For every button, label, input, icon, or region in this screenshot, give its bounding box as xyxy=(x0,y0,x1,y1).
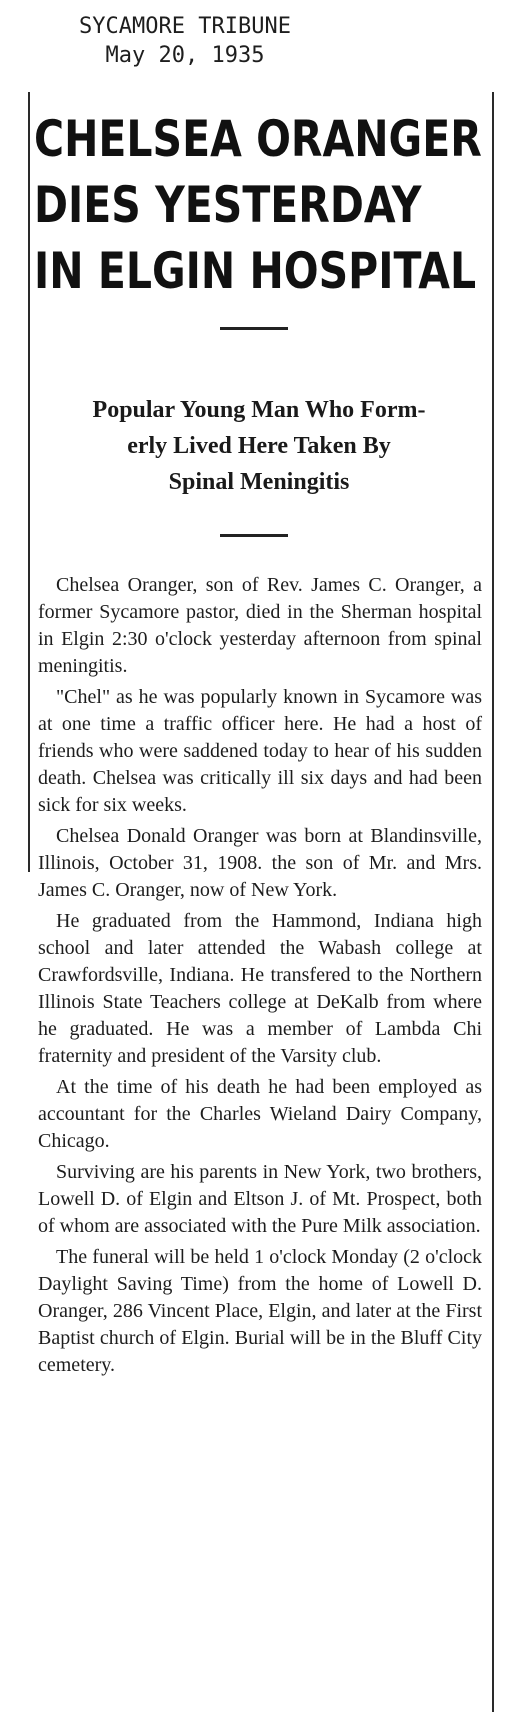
source-header xyxy=(0,12,370,70)
article-paragraph: "Chel" as he was popularly known in Sycamore was at one time a traffic officer here. He had a host of friends who were saddened today to hear of his sudden death. Chelsea was critically ill six days and had been sick for six weeks. xyxy=(38,686,482,816)
divider-rule xyxy=(220,327,288,330)
article-paragraph: He graduated from the Hammond, Indiana high school and later attended the Wabash college at Crawfordsville, Indiana. He transfered to the Northern Illinois State Teachers college at DeKalb from where he graduated. He was a member of Lambda Chi fraternity and president of the Varsity club. xyxy=(38,910,482,1067)
column-rule-left xyxy=(28,92,30,872)
subheadline-line: erly Lived Here Taken By xyxy=(127,433,391,459)
divider-rule xyxy=(220,534,288,537)
article-paragraph: Surviving are his parents in New York, two brothers, Lowell D. of Elgin and Eltson J. of Mt. Prospect, both of whom are associated with the Pure Milk association. xyxy=(38,1161,482,1237)
article-paragraph: The funeral will be held 1 o'clock Monday (2 o'clock Daylight Saving Time) from the home of Lowell D. Oranger, 286 Vincent Place, Elgin, and later at the First Baptist church of Elgin. Burial will be in the Bluff City cemetery. xyxy=(38,1246,482,1376)
subheadline-line: Spinal Meningitis xyxy=(168,469,350,495)
headline-line: CHELSEA ORANGER xyxy=(34,110,482,168)
article-body xyxy=(38,572,482,1383)
column-rule-right xyxy=(492,92,494,1712)
newspaper-clipping xyxy=(20,92,490,1712)
article-paragraph: Chelsea Donald Oranger was born at Blandinsville, Illinois, October 31, 1908. the son of Mr. and Mrs. James C. Oranger, now of New York. xyxy=(38,825,482,901)
publication-date: May 20, 1935 xyxy=(105,43,265,68)
article-paragraph: At the time of his death he had been employed as accountant for the Charles Wieland Dairy Company, Chicago. xyxy=(38,1076,482,1152)
headline xyxy=(34,106,482,304)
subheadline xyxy=(34,392,484,500)
article-paragraph: Chelsea Oranger, son of Rev. James C. Oranger, a former Sycamore pastor, died in the Sherman hospital in Elgin 2:30 o'clock yesterday afternoon from spinal meningitis. xyxy=(38,574,482,677)
headline-line: DIES YESTERDAY xyxy=(34,176,422,234)
headline-line: IN ELGIN HOSPITAL xyxy=(34,242,477,300)
subheadline-line: Popular Young Man Who Form- xyxy=(92,397,426,423)
publication-name: SYCAMORE TRIBUNE xyxy=(79,14,291,39)
